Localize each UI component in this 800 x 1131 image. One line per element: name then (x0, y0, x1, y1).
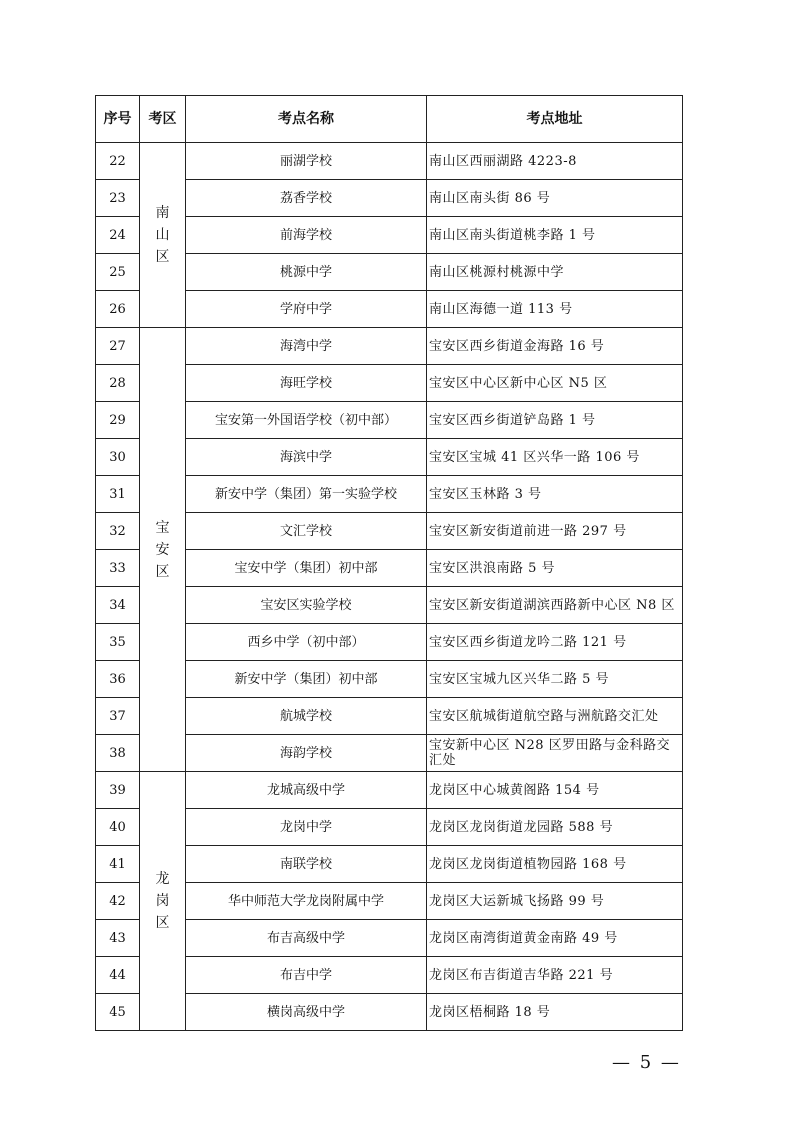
cell-seq: 23 (96, 180, 140, 217)
cell-site-name: 宝安区实验学校 (186, 587, 427, 624)
cell-seq: 31 (96, 476, 140, 513)
cell-seq: 32 (96, 513, 140, 550)
cell-site-address: 龙岗区梧桐路 18 号 (427, 994, 683, 1031)
cell-site-address: 宝安区中心区新中心区 N5 区 (427, 365, 683, 402)
cell-site-name: 布吉高级中学 (186, 920, 427, 957)
cell-site-name: 横岗高级中学 (186, 994, 427, 1031)
cell-site-address: 龙岗区大运新城飞扬路 99 号 (427, 883, 683, 920)
cell-seq: 25 (96, 254, 140, 291)
cell-seq: 43 (96, 920, 140, 957)
cell-site-address: 宝安区西乡街道龙吟二路 121 号 (427, 624, 683, 661)
cell-site-name: 海旺学校 (186, 365, 427, 402)
header-seq: 序号 (96, 96, 140, 143)
cell-site-name: 西乡中学（初中部） (186, 624, 427, 661)
cell-site-name: 宝安第一外国语学校（初中部） (186, 402, 427, 439)
cell-district (140, 143, 186, 328)
cell-seq: 35 (96, 624, 140, 661)
cell-site-address: 宝安区宝城九区兴华二路 5 号 (427, 661, 683, 698)
cell-site-address: 宝安区西乡街道金海路 16 号 (427, 328, 683, 365)
table-row (96, 772, 683, 809)
cell-seq: 37 (96, 698, 140, 735)
cell-seq: 24 (96, 217, 140, 254)
header-address: 考点地址 (427, 96, 683, 143)
cell-site-address: 龙岗区布吉街道吉华路 221 号 (427, 957, 683, 994)
cell-site-address: 南山区南头街道桃李路 1 号 (427, 217, 683, 254)
cell-seq: 44 (96, 957, 140, 994)
cell-seq: 36 (96, 661, 140, 698)
header-name: 考点名称 (186, 96, 427, 143)
cell-site-name: 海滨中学 (186, 439, 427, 476)
cell-site-name: 荔香学校 (186, 180, 427, 217)
cell-seq: 27 (96, 328, 140, 365)
cell-site-address: 宝安新中心区 N28 区罗田路与金科路交汇处 (427, 735, 683, 772)
cell-site-address: 宝安区西乡街道铲岛路 1 号 (427, 402, 683, 439)
cell-site-address: 南山区南头街 86 号 (427, 180, 683, 217)
header-district: 考区 (140, 96, 186, 143)
table-body (96, 143, 683, 1031)
cell-site-address: 南山区海德一道 113 号 (427, 291, 683, 328)
cell-seq: 33 (96, 550, 140, 587)
table-header-row (96, 96, 683, 143)
cell-site-name: 海湾中学 (186, 328, 427, 365)
cell-site-name: 航城学校 (186, 698, 427, 735)
cell-seq: 39 (96, 772, 140, 809)
cell-seq: 26 (96, 291, 140, 328)
cell-site-address: 宝安区新安街道前进一路 297 号 (427, 513, 683, 550)
cell-site-address: 宝安区航城街道航空路与洲航路交汇处 (427, 698, 683, 735)
cell-site-name: 学府中学 (186, 291, 427, 328)
district-label: 宝安区 (155, 519, 170, 580)
cell-site-name: 前海学校 (186, 217, 427, 254)
table-row (96, 143, 683, 180)
cell-seq: 29 (96, 402, 140, 439)
cell-district (140, 328, 186, 772)
cell-site-address: 龙岗区龙岗街道植物园路 168 号 (427, 846, 683, 883)
cell-seq: 41 (96, 846, 140, 883)
district-label: 龙岗区 (155, 871, 170, 931)
cell-district (140, 772, 186, 1031)
exam-site-table (95, 95, 683, 1031)
cell-site-name: 文汇学校 (186, 513, 427, 550)
cell-site-address: 宝安区新安街道湖滨西路新中心区 N8 区 (427, 587, 683, 624)
cell-site-name: 龙城高级中学 (186, 772, 427, 809)
page-number: — 5 — (612, 1052, 681, 1073)
cell-site-name: 龙岗中学 (186, 809, 427, 846)
cell-site-address: 南山区西丽湖路 4223-8 (427, 143, 683, 180)
cell-seq: 34 (96, 587, 140, 624)
cell-site-address: 龙岗区中心城黄阁路 154 号 (427, 772, 683, 809)
cell-site-name: 南联学校 (186, 846, 427, 883)
cell-site-name: 华中师范大学龙岗附属中学 (186, 883, 427, 920)
cell-site-address: 龙岗区龙岗街道龙园路 588 号 (427, 809, 683, 846)
cell-site-address: 宝安区玉林路 3 号 (427, 476, 683, 513)
cell-site-name: 新安中学（集团）初中部 (186, 661, 427, 698)
cell-site-address: 宝安区宝城 41 区兴华一路 106 号 (427, 439, 683, 476)
cell-seq: 28 (96, 365, 140, 402)
cell-seq: 38 (96, 735, 140, 772)
cell-seq: 30 (96, 439, 140, 476)
cell-site-address: 龙岗区南湾街道黄金南路 49 号 (427, 920, 683, 957)
cell-site-name: 桃源中学 (186, 254, 427, 291)
district-label: 南山区 (155, 205, 170, 265)
cell-site-name: 丽湖学校 (186, 143, 427, 180)
cell-site-name: 海韵学校 (186, 735, 427, 772)
cell-seq: 22 (96, 143, 140, 180)
cell-seq: 42 (96, 883, 140, 920)
cell-site-name: 宝安中学（集团）初中部 (186, 550, 427, 587)
cell-site-address: 宝安区洪浪南路 5 号 (427, 550, 683, 587)
cell-site-name: 新安中学（集团）第一实验学校 (186, 476, 427, 513)
table-row (96, 328, 683, 365)
cell-site-address: 南山区桃源村桃源中学 (427, 254, 683, 291)
cell-seq: 40 (96, 809, 140, 846)
cell-seq: 45 (96, 994, 140, 1031)
cell-site-name: 布吉中学 (186, 957, 427, 994)
